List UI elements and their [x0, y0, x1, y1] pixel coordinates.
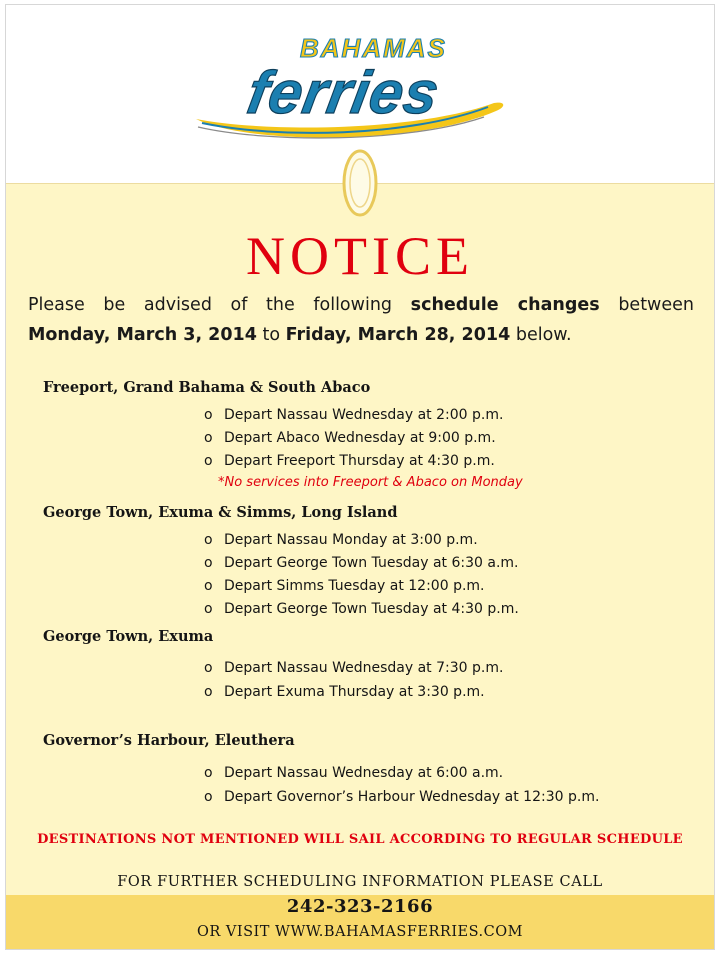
departure-item [204, 601, 519, 617]
departure-item [204, 430, 496, 446]
departure-text: Depart Abaco Wednesday at 9:00 p.m. [224, 430, 496, 446]
regular-schedule-note: DESTINATIONS NOT MENTIONED WILL SAIL ACCORDING TO REGULAR SCHEDULE [37, 832, 683, 847]
route-heading: Freeport, Grand Bahama & South Abaco [43, 379, 371, 396]
intro-text: between [618, 295, 694, 315]
route-heading: George Town, Exuma [43, 628, 214, 645]
start-date: Monday, March 3, 2014 [28, 325, 257, 345]
departure-text: Depart Nassau Wednesday at 2:00 p.m. [224, 407, 504, 423]
departure-text: Depart Nassau Wednesday at 6:00 a.m. [224, 765, 504, 781]
intro-text: below. [515, 325, 572, 345]
departure-text: Depart Exuma Thursday at 3:30 p.m. [224, 684, 485, 700]
departure-item [204, 660, 503, 676]
departure-item [204, 578, 485, 594]
bullet-marker: o [204, 765, 213, 781]
bullet-marker: o [204, 789, 213, 805]
notice-flyer [5, 4, 715, 950]
bullet-marker: o [204, 601, 213, 617]
decorative-oval [340, 145, 380, 221]
bahamas-ferries-logo [188, 27, 508, 145]
intro-text: Please be advised of the following [28, 295, 393, 315]
departure-text: Depart Simms Tuesday at 12:00 p.m. [224, 578, 485, 594]
bullet-marker: o [204, 684, 213, 700]
website-text[interactable]: OR VISIT WWW.BAHAMASFERRIES.COM [197, 924, 523, 940]
departure-item [204, 765, 503, 781]
end-date: Friday, March 28, 2014 [285, 325, 511, 345]
departure-item [204, 555, 519, 571]
route-heading: George Town, Exuma & Simms, Long Island [43, 504, 398, 521]
logo-word-bahamas: BAHAMAS [300, 33, 447, 63]
departure-text: Depart George Town Tuesday at 4:30 p.m. [224, 601, 519, 617]
phone-number[interactable]: 242-323-2166 [286, 896, 434, 917]
bullet-marker: o [204, 453, 213, 469]
departure-text: Depart Governor’s Harbour Wednesday at 12:30 p.m. [224, 789, 600, 805]
intro-text: to [262, 325, 281, 345]
departure-item [204, 453, 495, 469]
departure-item [204, 532, 478, 548]
service-note: *No services into Freeport & Abaco on Monday [218, 475, 523, 490]
bullet-marker: o [204, 430, 213, 446]
notice-title: NOTICE [246, 226, 474, 286]
bullet-marker: o [204, 555, 213, 571]
further-info-text: FOR FURTHER SCHEDULING INFORMATION PLEASE CALL [117, 874, 603, 890]
bullet-marker: o [204, 407, 213, 423]
departure-text: Depart George Town Tuesday at 6:30 a.m. [224, 555, 519, 571]
departure-text: Depart Nassau Monday at 3:00 p.m. [224, 532, 478, 548]
departure-item [204, 407, 503, 423]
departure-text: Depart Nassau Wednesday at 7:30 p.m. [224, 660, 504, 676]
bullet-marker: o [204, 660, 213, 676]
departure-item [204, 789, 599, 805]
bullet-marker: o [204, 532, 213, 548]
departure-item [204, 684, 485, 700]
intro-emphasis: schedule changes [410, 295, 600, 315]
route-heading: Governor’s Harbour, Eleuthera [43, 732, 295, 749]
departure-text: Depart Freeport Thursday at 4:30 p.m. [224, 453, 495, 469]
logo-word-ferries: ferries [242, 58, 445, 126]
bullet-marker: o [204, 578, 213, 594]
intro-paragraph [28, 290, 694, 350]
